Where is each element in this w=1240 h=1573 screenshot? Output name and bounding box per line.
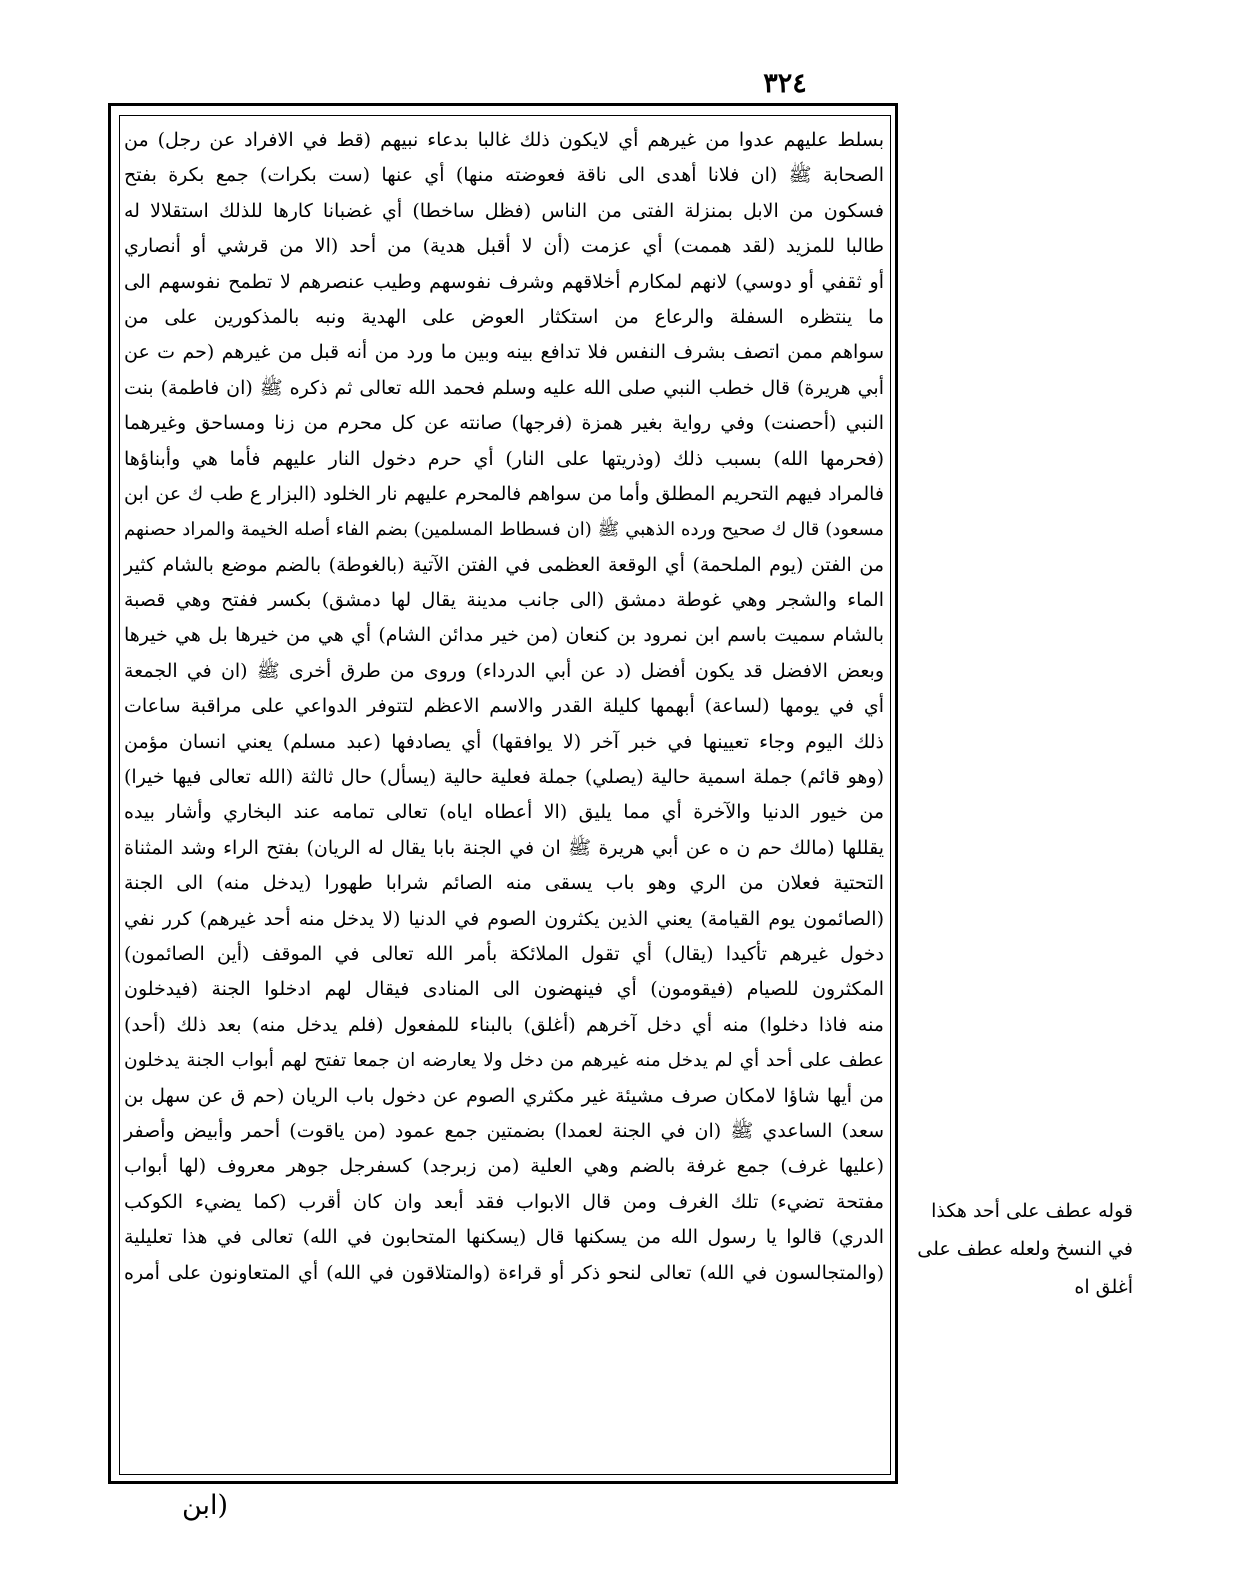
margin-note-line: قوله عطف على أحد هكذا xyxy=(931,1200,1133,1222)
text-line: الدري) قالوا يا رسول الله من يسكنها قال (يسكنها المتحابون في الله) تعالى في هذا تعليلية xyxy=(124,1226,884,1249)
page-number: ٣٢٤ xyxy=(763,68,807,99)
text-line: سعد) الساعدي ﷺ (ان في الجنة لعمدا) بضمتين جمع عمود (من ياقوت) أحمر وأبيض وأصفر xyxy=(124,1119,884,1142)
text-line: مسعود) قال ك صحيح ورده الذهبي ﷺ (ان فسطاط المسلمين) بضم الفاء أصله الخيمة والمراد حصنهم xyxy=(124,519,884,541)
text-line: (عليها غرف) جمع غرفة بالضم وهي العلية (من زبرجد) كسفرجل جوهر معروف (لها أبواب xyxy=(124,1155,884,1178)
text-line: طالبا للمزيد (لقد هممت) أي عزمت (أن لا أقبل هدية) من أحد (الا من قرشي أو أنصاري xyxy=(124,235,884,258)
text-line: (فحرمها الله) بسبب ذلك (وذريتها على النار) أي حرم دخول النار عليهم فأما هي وأبناؤها xyxy=(124,447,884,470)
text-line: عطف على أحد أي لم يدخل منه غيرهم من دخل ولا يعارضه ان جمعا تفتح لهم أبواب الجنة يدخلون xyxy=(124,1050,884,1072)
text-line: من أيها شاؤا لامكان صرف مشيئة غير مكثري الصوم عن دخول باب الريان (حم ق عن سهل بن xyxy=(124,1084,884,1107)
text-line: وبعض الافضل قد يكون أفضل (د عن أبي الدرداء) وروى من طرق أخرى ﷺ (ان في الجمعة xyxy=(124,659,884,682)
text-line: فسكون من الابل بمنزلة الفتى من الناس (فظل ساخطا) أي غضبانا كارها للذلك استقلالا له xyxy=(124,199,884,222)
margin-note xyxy=(908,1192,1133,1306)
text-line: دخول غيرهم تأكيدا (يقال) أي تقول الملائكة بأمر الله تعالى في الموقف (أين الصائمون) xyxy=(124,942,884,965)
margin-note-line: أغلق اه xyxy=(1074,1276,1133,1298)
text-line: ذلك اليوم وجاء تعيينها في خبر آخر (لا يوافقها) أي يصادفها (عبد مسلم) يعني انسان مؤمن xyxy=(124,730,884,753)
text-line: منه فاذا دخلوا) منه أي دخل آخرهم (أغلق) بالبناء للمفعول (فلم يدخل منه) بعد ذلك (أحد) xyxy=(124,1013,884,1036)
text-line: النبي (أحصنت) وفي رواية بغير همزة (فرجها) صانته عن كل محرم من زنا ومساحق وغيرهما xyxy=(124,412,884,435)
text-line: أو ثقفي أو دوسي) لانهم لمكارم أخلاقهم وشرف نفوسهم وطيب عنصرهم لا تطمح نفوسهم الى xyxy=(124,270,884,293)
text-line: من الفتن (يوم الملحمة) أي الوقعة العظمى في الفتن الآتية (بالغوطة) بالضم موضع بالشام كثير xyxy=(124,553,884,576)
text-line: التحتية فعلان من الري وهو باب يسقى منه الصائم شرابا طهورا (يدخل منه) الى الجنة xyxy=(124,872,884,895)
text-line: (والمتجالسون في الله) تعالى لنحو ذكر أو قراءة (والمتلاقون في الله) أي المتعاونون على أمره xyxy=(124,1261,884,1284)
text-line: بسلط عليهم عدوا من غيرهم أي لايكون ذلك غالبا بدعاء نبيهم (قط في الافراد عن رجل) من xyxy=(124,129,884,151)
text-line: فالمراد فيهم التحريم المطلق وأما من سواهم فالمحرم عليهم نار الخلود (البزار ع طب ك عن ابن xyxy=(124,482,884,505)
text-line: بالشام سميت باسم ابن نمرود بن كنعان (من خير مدائن الشام) أي هي من خيرها بل هي خيرها xyxy=(124,624,884,647)
margin-note-line: في النسخ ولعله عطف على xyxy=(917,1238,1133,1260)
catchword: (ابن xyxy=(181,1490,229,1521)
text-line: (وهو قائم) جملة اسمية حالية (يصلي) جملة فعلية حالية (يسأل) حال ثالثة (الله تعالى فيها خيرا) xyxy=(124,766,884,789)
text-line: أي في يومها (لساعة) أبهمها كليلة القدر والاسم الاعظم لتتوفر الدواعي على مراقبة ساعات xyxy=(124,695,884,718)
text-line: سواهم ممن اتصف بشرف النفس فلا تدافع بينه وبين ما ورد من أنه قبل من غيرهم (حم ت عن xyxy=(124,341,884,364)
text-line: يقللها (مالك حم ن ه عن أبي هريرة ﷺ ان في الجنة بابا يقال له الريان) بفتح الراء وشد المثناة xyxy=(124,836,884,859)
text-line: المكثرون للصيام (فيقومون) أي فينهضون الى المنادى فيقال لهم ادخلوا الجنة (فيدخلون xyxy=(124,978,884,1001)
text-line: الصحابة ﷺ (ان فلانا أهدى الى ناقة فعوضته منها) أي عنها (ست بكرات) جمع بكرة بفتح xyxy=(124,164,884,187)
text-line: الماء والشجر وهي غوطة دمشق (الى جانب مدينة يقال لها دمشق) بكسر ففتح وهي قصبة xyxy=(124,589,884,612)
text-line: ما ينتظره السفلة والرعاع من استكثار العوض على الهدية ونبه بالمذكورين على من xyxy=(124,305,884,328)
text-line: أبي هريرة) قال خطب النبي صلى الله عليه وسلم فحمد الله تعالى ثم ذكره ﷺ (ان فاطمة) بنت xyxy=(124,376,884,399)
text-line: مفتحة تضيء) تلك الغرف ومن قال الابواب فقد أبعد وان كان أقرب (كما يضيء الكوكب xyxy=(124,1190,884,1213)
text-line: (الصائمون يوم القيامة) يعني الذين يكثرون الصوم في الدنيا (لا يدخل منه أحد غيرهم) كرر نفي xyxy=(124,907,884,930)
main-text-block xyxy=(120,123,888,1468)
text-line: من خيور الدنيا والآخرة أي مما يليق (الا أعطاه اياه) تعالى تمامه عند البخاري وأشار بيده xyxy=(124,801,884,824)
